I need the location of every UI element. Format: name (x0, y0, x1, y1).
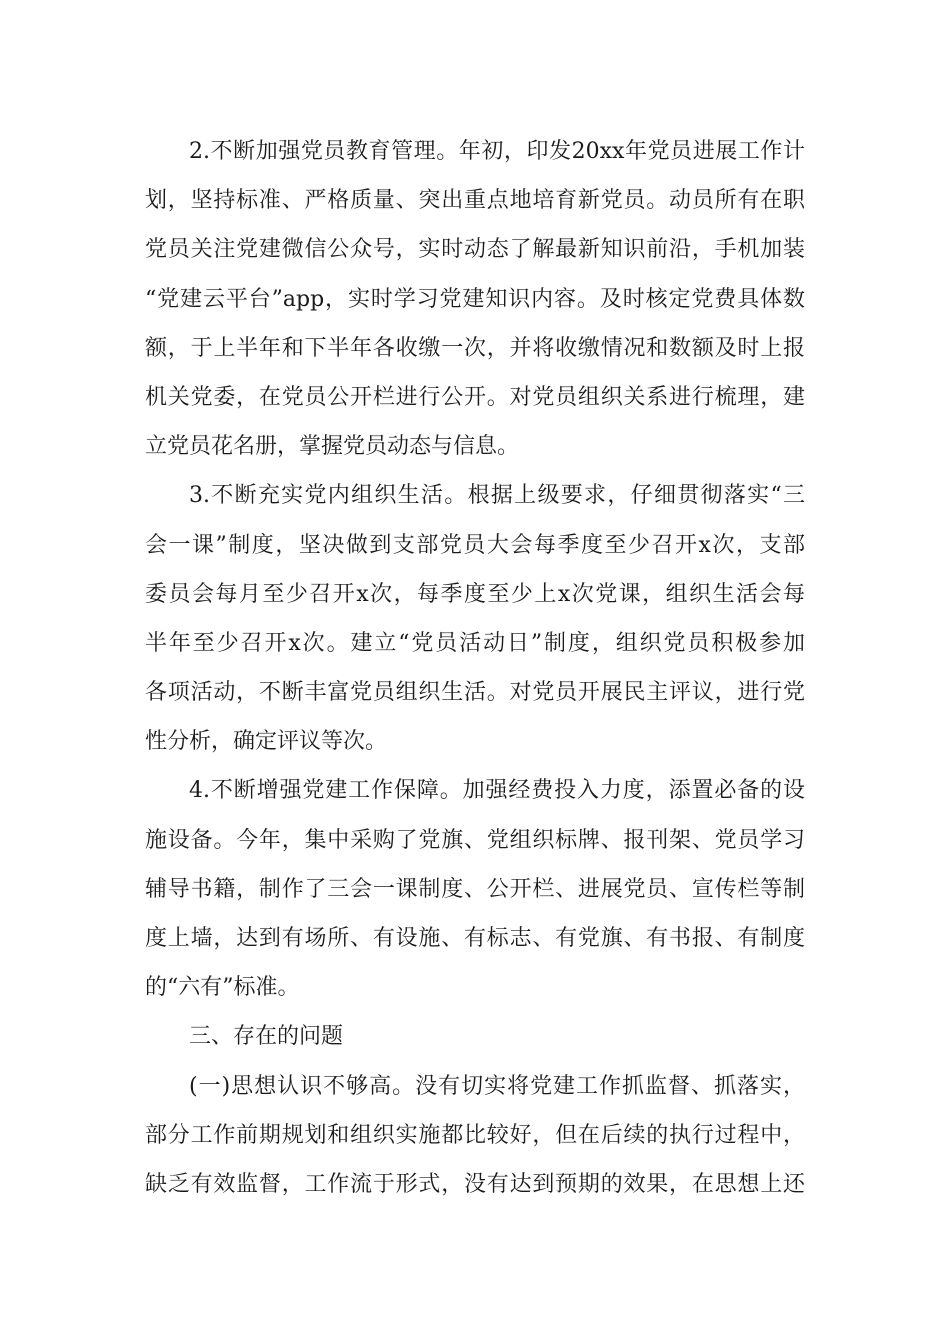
text-line: 部分工作前期规划和组织实施都比较好，但在后续的执行过程中， (145, 1122, 805, 1148)
text-line: 机关党委，在党员公开栏进行公开。对党员组织关系进行梳理，建 (145, 384, 805, 410)
text-line: 划，坚持标准、严格质量、突出重点地培育新党员。动员所有在职 (145, 188, 805, 214)
text-line: 各项活动，不断丰富党员组织生活。对党员开展民主评议，进行党 (145, 680, 805, 706)
text-line: 额，于上半年和下半年各收缴一次，并将收缴情况和数额及时上报 (145, 335, 805, 361)
text-line: 性分析，确定评议等次。 (145, 729, 388, 755)
text-line: 委员会每月至少召开x次，每季度至少上x次党课，组织生活会每 (145, 581, 805, 607)
text-line: 半年至少召开x次。建立“党员活动日”制度，组织党员积极参加 (145, 630, 805, 656)
text-line: 辅导书籍，制作了三会一课制度、公开栏、进展党员、宣传栏等制 (145, 876, 805, 902)
text-line: 度上墙，达到有场所、有设施、有标志、有党旗、有书报、有制度 (145, 926, 805, 951)
text-line: 会一课”制度，坚决做到支部党员大会每季度至少召开x次，支部 (145, 532, 805, 558)
section-heading-text: 三、存在的问题 (189, 1024, 344, 1050)
text-line: 4.不断增强党建工作保障。加强经费投入力度，添置必备的设 (189, 778, 805, 804)
text-line: 2.不断加强党员教育管理。年初，印发20xx年党员进展工作计 (189, 139, 805, 164)
paragraph-4 (145, 766, 805, 1012)
document-page (145, 127, 805, 1209)
text-line: “党建云平台”app，实时学习党建知识内容。及时核定党费具体数 (145, 286, 805, 312)
text-line: 党员关注党建微信公众号，实时动态了解最新知识前沿，手机加装 (145, 237, 805, 263)
text-line: 缺乏有效监督，工作流于形式，没有达到预期的效果，在思想上还 (145, 1171, 805, 1197)
text-line: (一)思想认识不够高。没有切实将党建工作抓监督、抓落实， (189, 1073, 805, 1099)
paragraph-2 (145, 127, 805, 471)
text-line: 3.不断充实党内组织生活。根据上级要求，仔细贯彻落实“三 (189, 483, 805, 509)
section-heading (145, 1012, 805, 1061)
text-line: 立党员花名册，掌握党员动态与信息。 (145, 434, 520, 460)
text-line: 的“六有”标准。 (145, 975, 300, 1001)
text-line: 施设备。今年，集中采购了党旗、党组织标牌、报刊架、党员学习 (145, 827, 805, 853)
paragraph-3 (145, 471, 805, 766)
paragraph-5 (145, 1062, 805, 1210)
